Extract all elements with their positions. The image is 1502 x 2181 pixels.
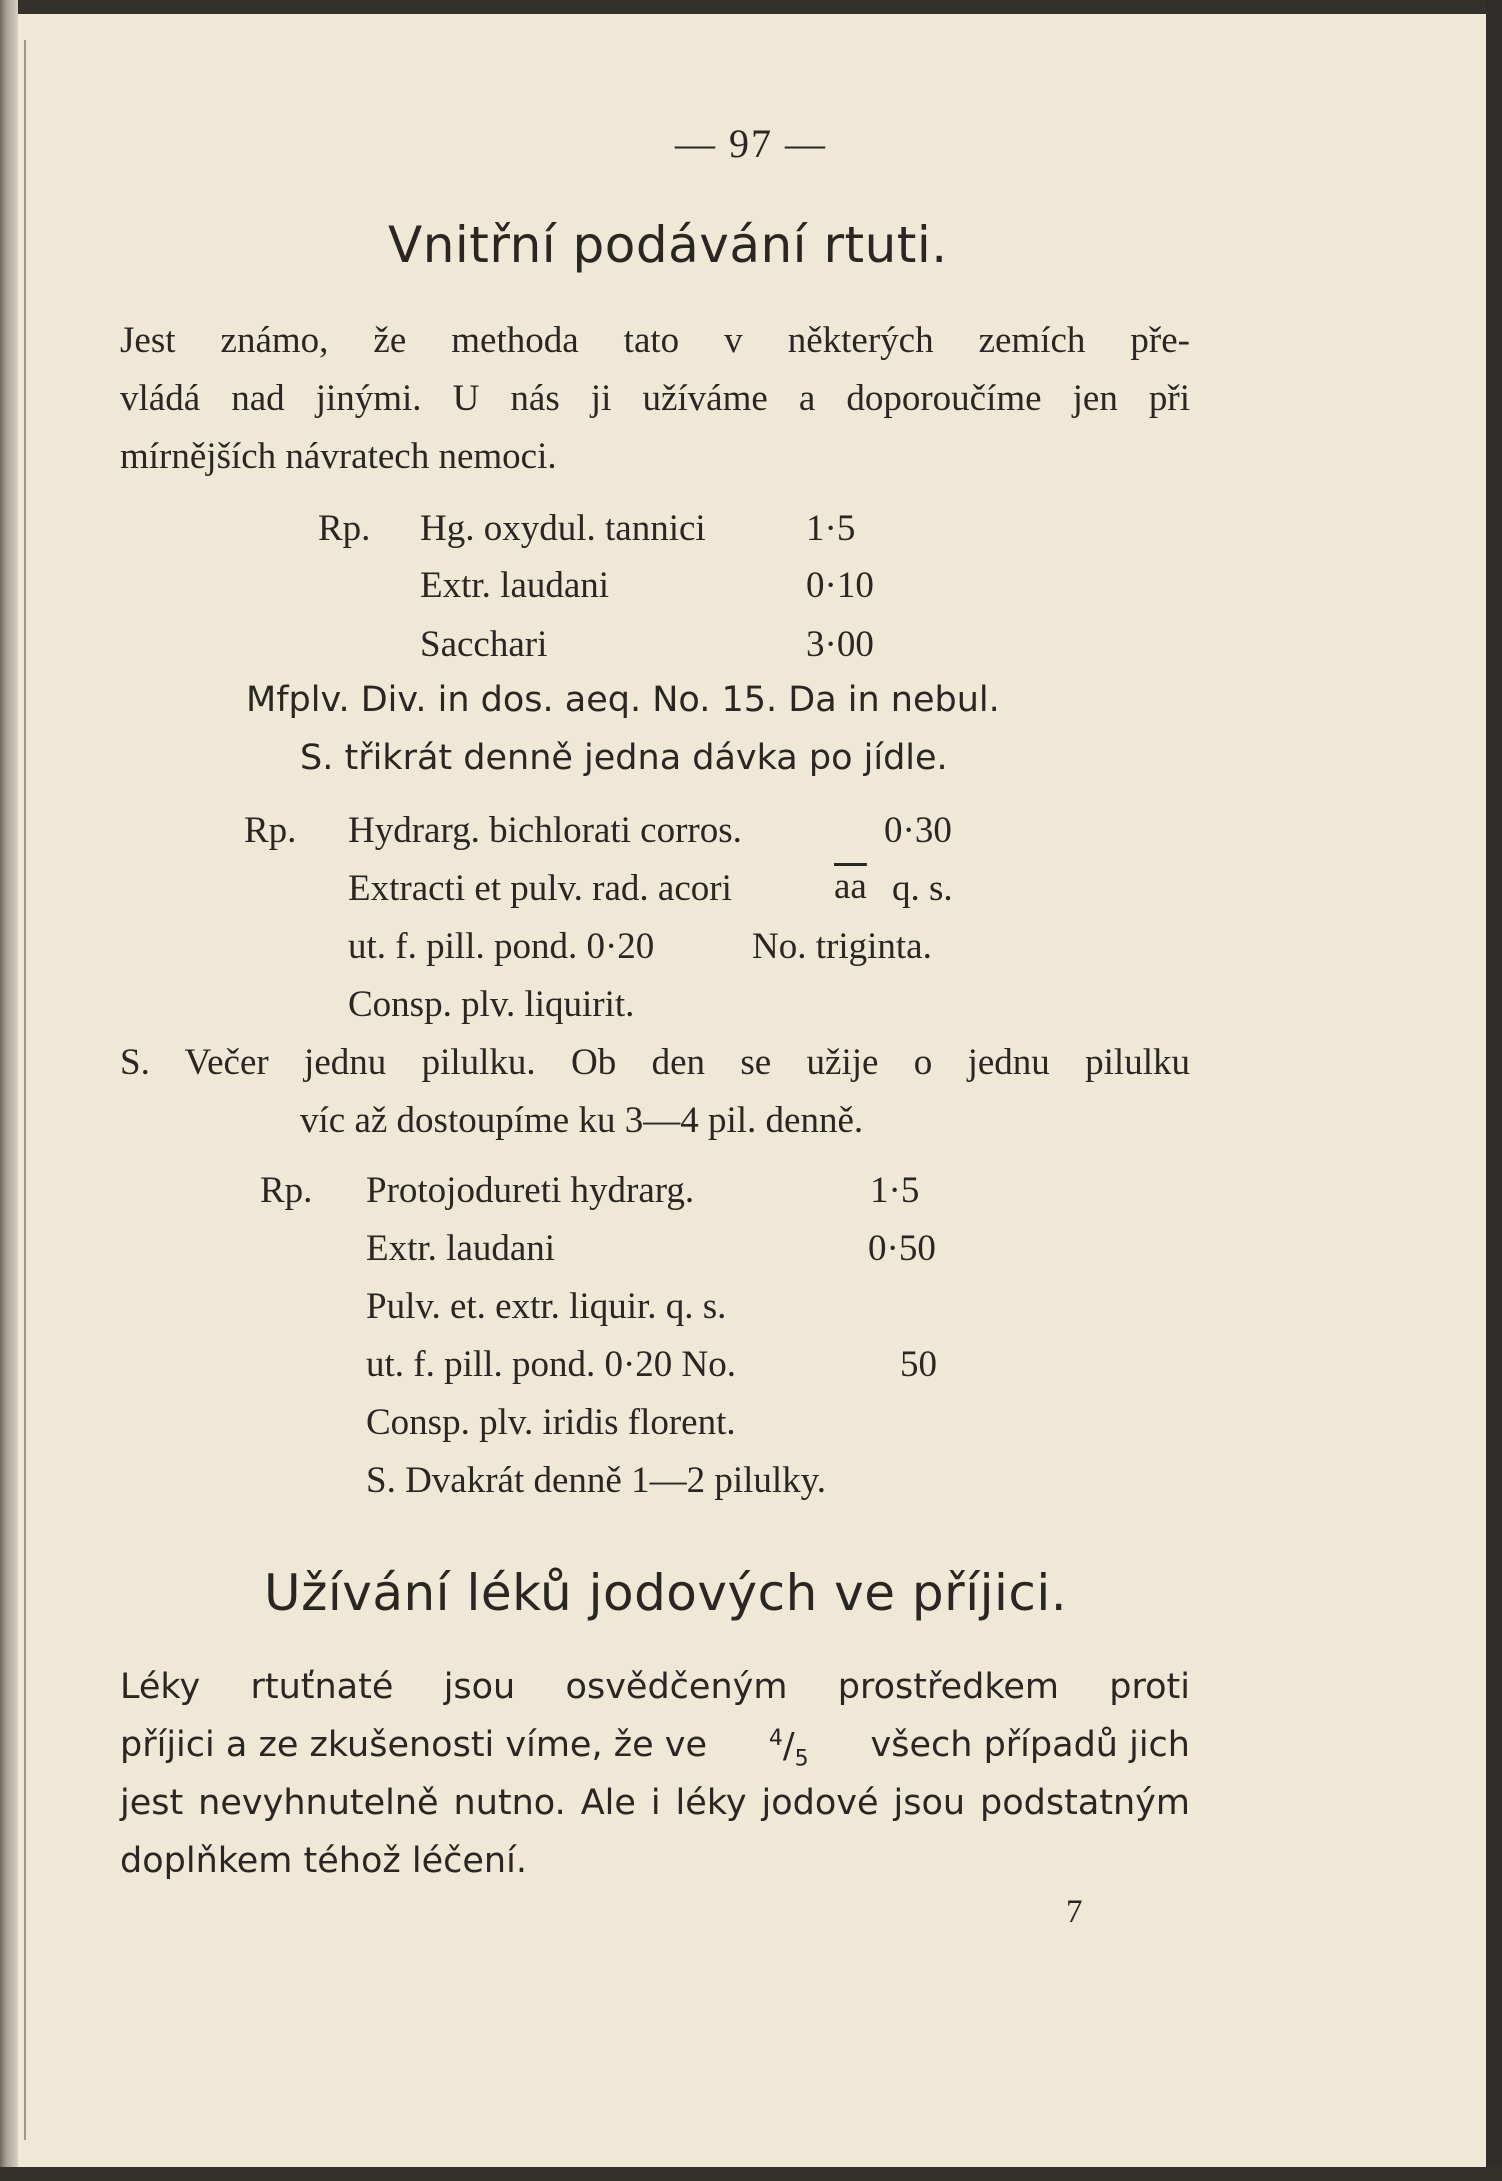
- fraction-numerator: 4: [768, 1726, 783, 1751]
- rx3-item-2-name: Extr. laudani: [366, 1228, 556, 1269]
- scan-top-edge: [0, 0, 1502, 14]
- rx2-line-2-aa: $\overline{aa}$: [834, 866, 867, 907]
- rx2-line-2a: Extracti et pulv. rad. acori: [348, 868, 732, 909]
- s2-line-2b: všech případů jich: [870, 1725, 1190, 1765]
- rx3-line-4a: ut. f. pill. pond. 0·20 No.: [366, 1344, 736, 1385]
- rx2-line-1-name: Hydrarg. bichlorati corros.: [348, 810, 742, 851]
- signature-mark: 7: [1066, 1894, 1083, 1930]
- rx1-item-1-amount: 1·5: [806, 508, 856, 549]
- rx2-rp: Rp.: [244, 810, 297, 851]
- rx3-item-2-amount: 0·50: [868, 1228, 936, 1269]
- rx2-line-2b: q. s.: [892, 868, 953, 909]
- rx2-line-3b: No. triginta.: [752, 926, 932, 967]
- rx1-rp: Rp.: [318, 508, 371, 549]
- rx1-item-2-amount: 0·10: [806, 565, 874, 606]
- rx1-item-1-name: Hg. oxydul. tannici: [420, 508, 706, 549]
- rx2-signa-1: S. Večer jednu pilulku. Ob den se užije o jednu pilulku: [120, 1042, 1190, 1083]
- intro-line-3: mírnějších návratech nemoci.: [120, 436, 557, 477]
- rx2-signa-2: víc až dostoupíme ku 3—4 pil. denně.: [300, 1100, 864, 1141]
- s2-line-2a: příjici a ze zkušenosti víme, že ve: [120, 1725, 707, 1765]
- rx2-line-3a: ut. f. pill. pond. 0·20: [348, 926, 655, 967]
- rx1-item-3-amount: 3·00: [806, 624, 874, 665]
- s2-line-1: Léky rtuťnaté jsou osvědčeným prostředkem proti: [120, 1667, 1190, 1707]
- rx3-rp: Rp.: [260, 1170, 313, 1211]
- page-number: — 97 —: [675, 121, 827, 166]
- fraction-denominator: 5: [794, 1746, 809, 1772]
- s2-fraction: $^4/_5$: [768, 1726, 809, 1772]
- rx3-item-1-amount: 1·5: [870, 1170, 920, 1211]
- rx2-line-1-amount: 0·30: [884, 810, 952, 851]
- rx1-signa: S. třikrát denně jedna dávka po jídle.: [300, 738, 948, 778]
- s2-line-3: jest nevyhnutelně nutno. Ale i léky jodové jsou podstatným: [120, 1783, 1190, 1823]
- section-title-mercury: Vnitřní podávání rtuti.: [388, 216, 948, 274]
- scan-right-edge: [1486, 0, 1502, 2181]
- gutter-line: [24, 40, 26, 2140]
- rx3-line-5: Consp. plv. iridis florent.: [366, 1402, 736, 1443]
- s2-line-4: doplňkem téhož léčení.: [120, 1841, 527, 1881]
- s2-line-2: [120, 1725, 1190, 1772]
- section-title-iodine: Užívání léků jodových ve příjici.: [264, 1564, 1068, 1622]
- rx1-mfplv: Mfplv. Div. in dos. aeq. No. 15. Da in nebul.: [246, 680, 1000, 720]
- rx2-line-4: Consp. plv. liquirit.: [348, 984, 635, 1025]
- intro-line-1: Jest známo, že methoda tato v některých zemích pře-: [120, 320, 1190, 361]
- rx1-item-2-name: Extr. laudani: [420, 565, 610, 606]
- rx3-signa: S. Dvakrát denně 1—2 pilulky.: [366, 1460, 827, 1501]
- rx1-item-3-name: Sacchari: [420, 624, 548, 665]
- rx3-line-4b: 50: [900, 1344, 937, 1385]
- scan-bottom-edge: [0, 2167, 1502, 2181]
- rx3-item-1-name: Protojodureti hydrarg.: [366, 1170, 695, 1211]
- intro-line-2: vládá nad jinými. U nás ji užíváme a doporoučíme jen při: [120, 378, 1190, 419]
- rx3-line-3: Pulv. et. extr. liquir. q. s.: [366, 1286, 727, 1327]
- binding-edge: [0, 0, 18, 2181]
